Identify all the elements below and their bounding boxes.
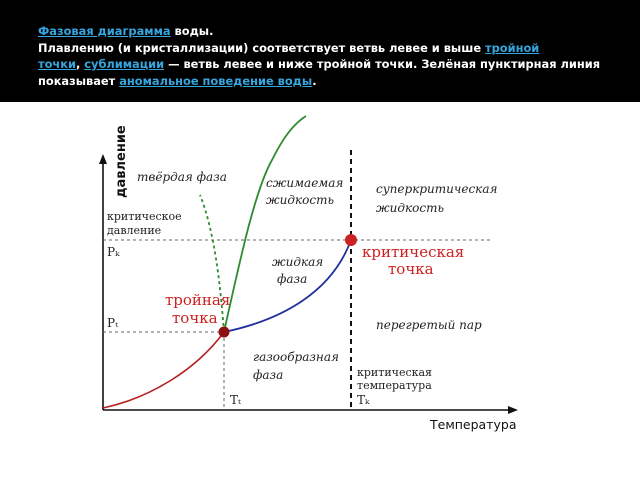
caption-text <box>38 23 601 89</box>
y-axis-arrow <box>99 154 107 164</box>
caption-banner <box>0 0 640 102</box>
region-gas-label-2: фаза <box>253 368 284 382</box>
y-axis-label: давление <box>114 125 129 198</box>
triple-point-label-2: точка <box>172 309 218 327</box>
region-supercritical-label-1: суперкритическая <box>376 182 498 196</box>
caption-fragment: — ветвь левее и ниже тройной точки. Зелёная пунктирная линия <box>164 57 601 71</box>
link-triple-point[interactable]: тройной <box>485 40 540 55</box>
triple-point-marker <box>219 327 230 338</box>
tt-label: Tₜ <box>230 393 241 407</box>
critical-temperature-label-1: критическая <box>357 366 432 379</box>
caption-fragment: , <box>75 57 85 71</box>
tk-label: Tₖ <box>357 393 370 407</box>
caption-fragment: показывает <box>38 73 120 88</box>
region-liquid-label-2: фаза <box>277 272 308 286</box>
caption-fragment: воды. <box>170 24 214 38</box>
melting-curve <box>224 116 306 332</box>
triple-point-label-1: тройная <box>165 291 231 309</box>
x-axis-arrow <box>508 406 518 414</box>
critical-point-marker <box>345 234 357 246</box>
phase-diagram <box>0 102 640 480</box>
vaporization-curve <box>224 240 351 332</box>
critical-pressure-label-2: давление <box>107 224 162 237</box>
critical-temperature-label-2: температура <box>357 379 432 392</box>
critical-pressure-label-1: критическое <box>107 210 182 223</box>
x-axis-label: Температура <box>430 417 517 432</box>
link-triple-point-cont[interactable]: точки <box>38 57 76 71</box>
link-sublimation[interactable]: сублимации <box>84 57 165 71</box>
region-compressible-label-2: жидкость <box>266 193 334 207</box>
link-phase-diagram[interactable]: Фазовая диаграмма <box>38 24 171 38</box>
critical-point-label-2: точка <box>388 260 434 278</box>
critical-point-label-1: критическая <box>362 243 465 261</box>
link-anomalous-behavior[interactable]: аномальное поведение воды <box>119 73 313 88</box>
region-compressible-label-1: сжимаемая <box>266 176 344 190</box>
sublimation-curve <box>103 332 224 408</box>
caption-fragment: Плавлению (и кристаллизации) соответствует ветвь левее и выше <box>38 40 486 55</box>
caption-fragment: . <box>312 73 317 88</box>
region-supercritical-label-2: жидкость <box>376 201 444 215</box>
region-liquid-label-1: жидкая <box>272 255 324 269</box>
region-superheated-label: перегретый пар <box>376 318 482 332</box>
region-gas-label-1: газообразная <box>253 350 339 364</box>
region-solid-label: твёрдая фаза <box>137 170 227 184</box>
pk-label: Pₖ <box>107 245 120 259</box>
pt-label: Pₜ <box>107 316 119 330</box>
